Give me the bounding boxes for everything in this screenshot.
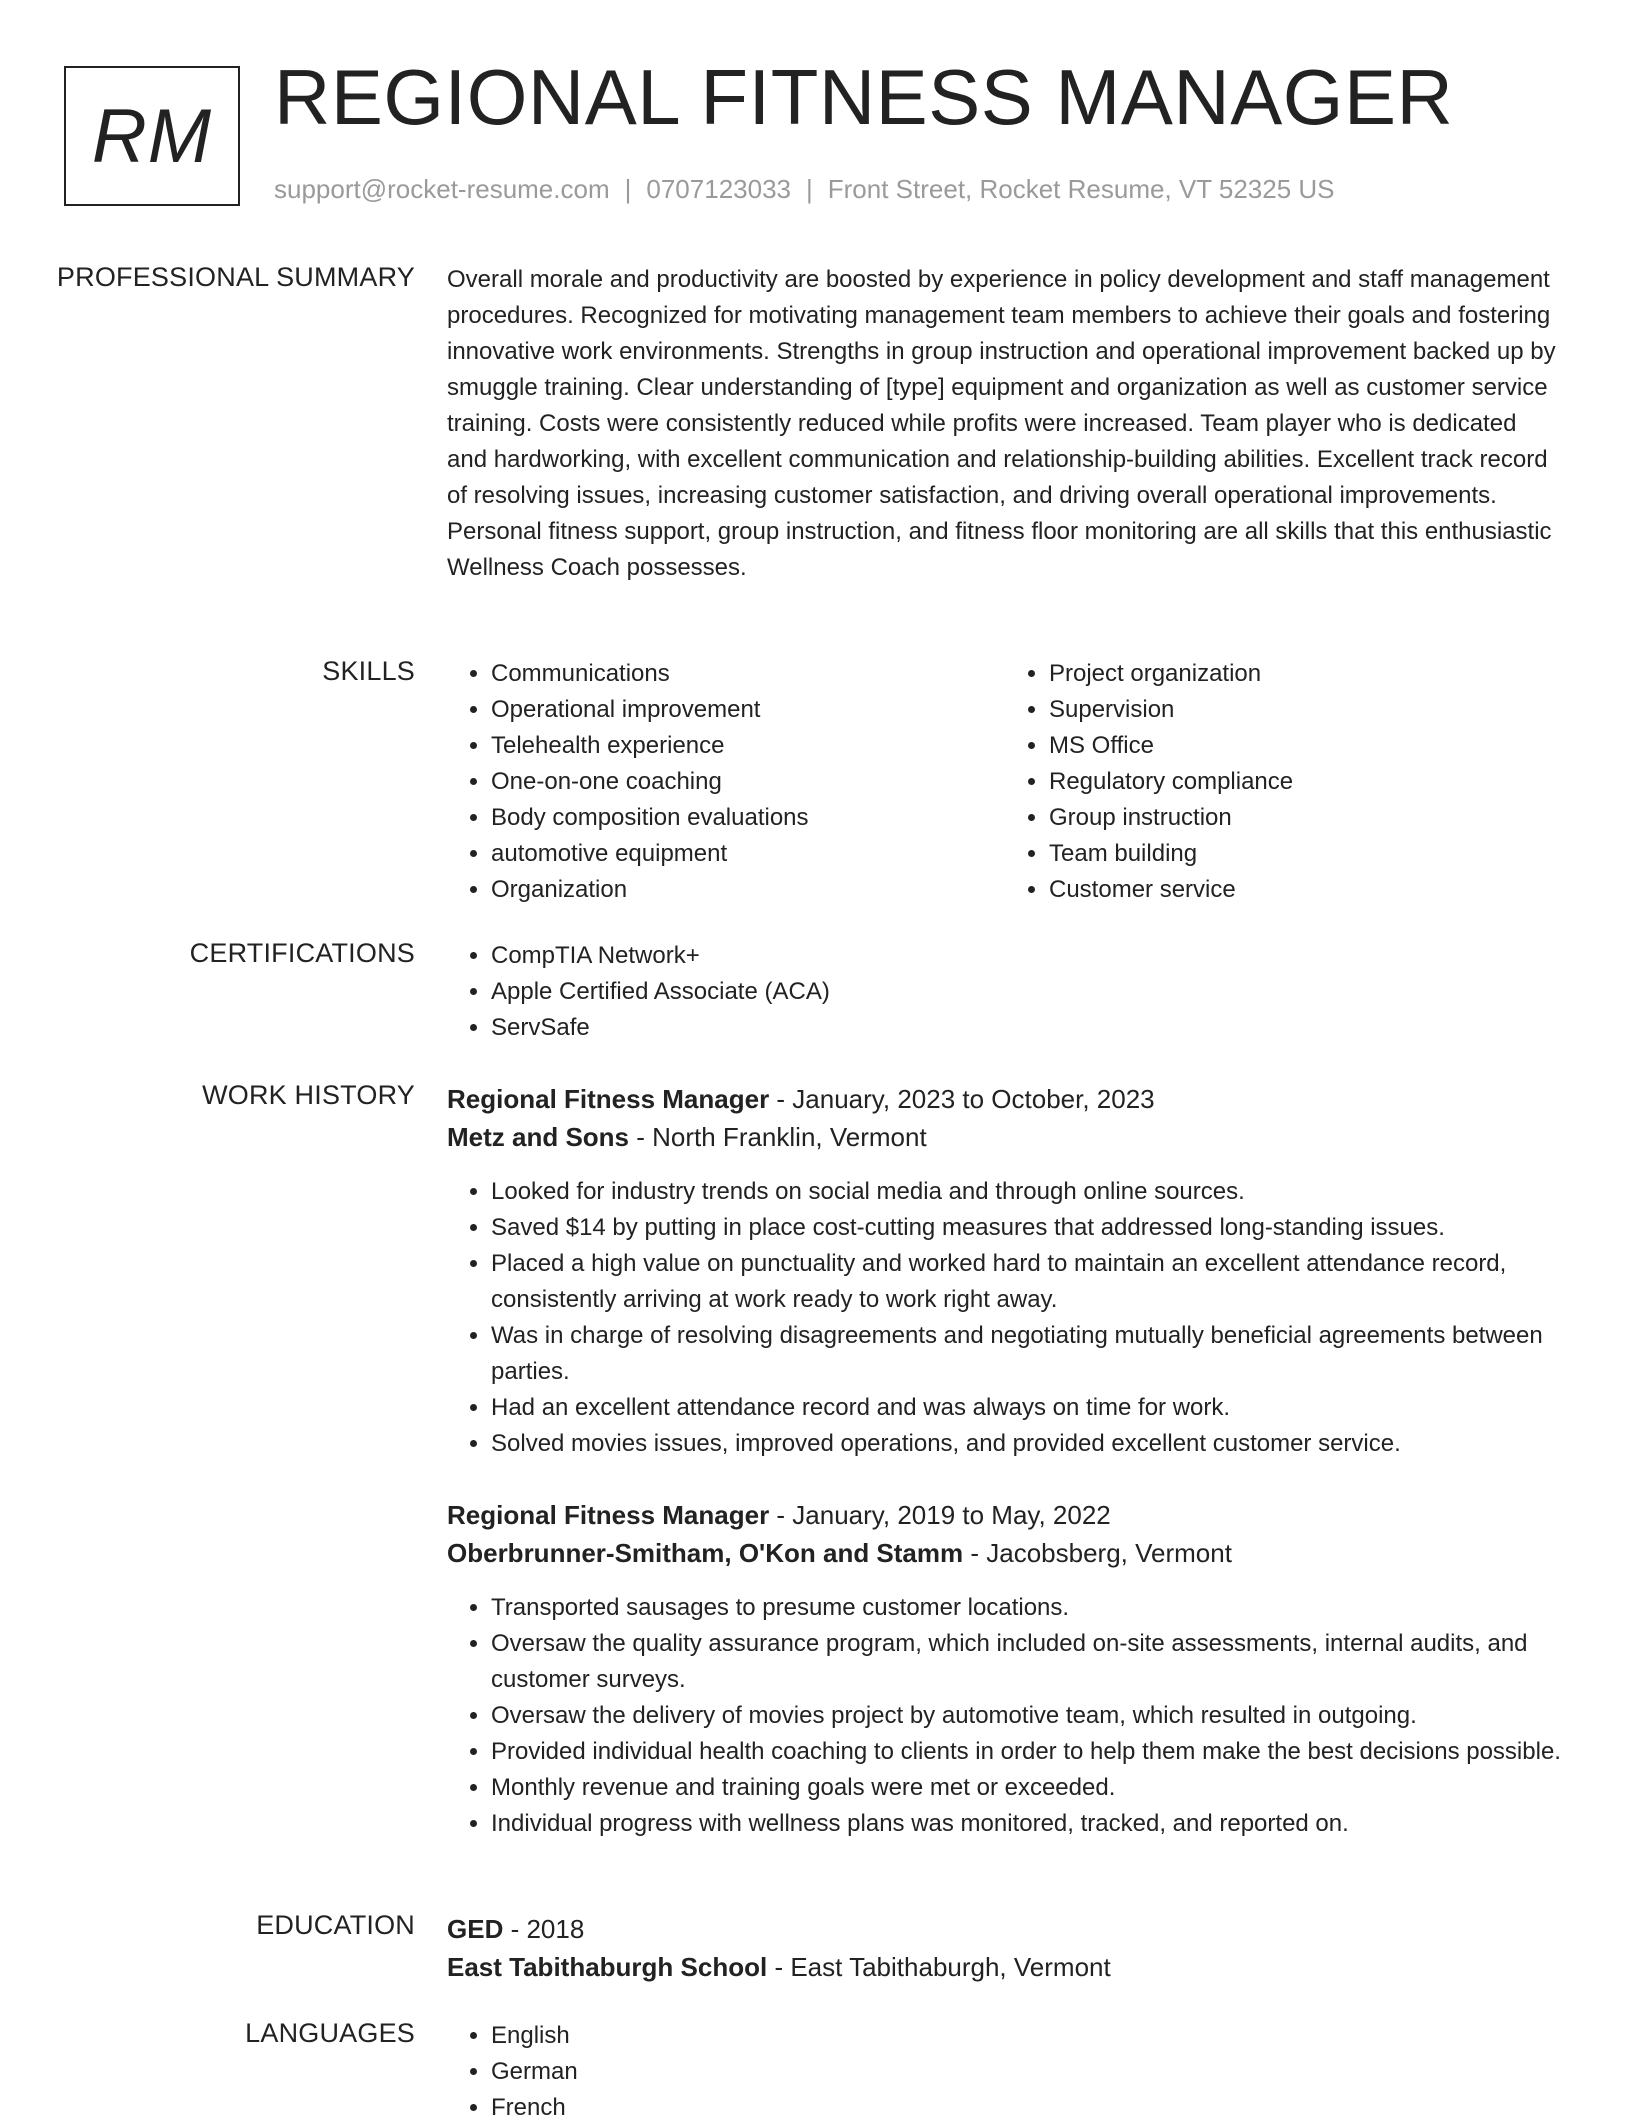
language-item: • German (491, 2054, 1563, 2090)
job-duty: • Had an excellent attendance record and was always on time for work. (491, 1390, 1563, 1426)
job-duty: • Oversaw the delivery of movies project by automotive team, which resulted in outgoing. (491, 1698, 1563, 1734)
skills-list-left (447, 656, 1005, 908)
language-item: • French (491, 2090, 1563, 2126)
certifications-list (447, 938, 1563, 1046)
language-item: • English (491, 2018, 1563, 2054)
skill-item: • Project organization (1049, 656, 1563, 692)
section-heading: SKILLS (322, 656, 415, 686)
skill-item: • Organization (491, 872, 1005, 908)
skill-item: • Group instruction (1049, 800, 1563, 836)
skill-item: • Body composition evaluations (491, 800, 1005, 836)
section-heading: WORK HISTORY (202, 1080, 415, 1110)
monogram-box (64, 66, 240, 206)
job-location: - Jacobsberg, Vermont (970, 1538, 1232, 1568)
job-title: Regional Fitness Manager (447, 1084, 770, 1114)
monogram-initials: RM (91, 93, 213, 179)
skill-item: • One-on-one coaching (491, 764, 1005, 800)
education-school-line (447, 1948, 1563, 1986)
section-heading: LANGUAGES (245, 2018, 415, 2048)
contact-line (274, 174, 1335, 205)
page-title: REGIONAL FITNESS MANAGER (274, 53, 1454, 141)
job-duty: • Saved $14 by putting in place cost-cutting measures that addressed long-standing issues. (491, 1210, 1563, 1246)
job-company-line (447, 1534, 1563, 1572)
section-heading: CERTIFICATIONS (189, 938, 415, 968)
job-dates: - January, 2019 to May, 2022 (776, 1500, 1111, 1530)
education-year: - 2018 (510, 1914, 585, 1944)
skill-item: • Operational improvement (491, 692, 1005, 728)
skill-item: • automotive equipment (491, 836, 1005, 872)
certification-item: • Apple Certified Associate (ACA) (491, 974, 1563, 1010)
contact-separator: | (806, 174, 813, 204)
job-entry (447, 1080, 1563, 1462)
education-location: - East Tabithaburgh, Vermont (774, 1952, 1111, 1982)
contact-email[interactable]: support@rocket-resume.com (274, 174, 610, 204)
skills-columns (447, 656, 1563, 908)
job-duty: • Was in charge of resolving disagreements and negotiating mutually beneficial agreements between parties. (491, 1318, 1563, 1390)
languages-list (447, 2018, 1563, 2126)
education-degree: GED (447, 1914, 504, 1944)
job-duty: • Placed a high value on punctuality and worked hard to maintain an excellent attendance record, consistently arriving at work ready to work right away. (491, 1246, 1563, 1318)
job-company: Oberbrunner-Smitham, O'Kon and Stamm (447, 1538, 964, 1568)
certification-item: • ServSafe (491, 1010, 1563, 1046)
education-degree-line (447, 1910, 1563, 1948)
job-duty: • Transported sausages to presume customer locations. (491, 1590, 1563, 1626)
certification-item: • CompTIA Network+ (491, 938, 1563, 974)
skill-item: • Customer service (1049, 872, 1563, 908)
job-company-line (447, 1118, 1563, 1156)
job-duty: • Looked for industry trends on social media and through online sources. (491, 1174, 1563, 1210)
skill-item: • MS Office (1049, 728, 1563, 764)
job-title-line (447, 1080, 1563, 1118)
job-duty: • Oversaw the quality assurance program, which included on-site assessments, internal audits, and customer surveys. (491, 1626, 1563, 1698)
job-duty: • Solved movies issues, improved operations, and provided excellent customer service. (491, 1426, 1563, 1462)
contact-separator: | (624, 174, 632, 204)
job-dates: - January, 2023 to October, 2023 (776, 1084, 1155, 1114)
skill-item: • Supervision (1049, 692, 1563, 728)
job-title-line (447, 1496, 1563, 1534)
skill-item: • Team building (1049, 836, 1563, 872)
job-duty: • Monthly revenue and training goals were met or exceeded. (491, 1770, 1563, 1806)
skill-item: • Telehealth experience (491, 728, 1005, 764)
job-company: Metz and Sons (447, 1122, 630, 1152)
section-heading: PROFESSIONAL SUMMARY (56, 262, 415, 292)
skill-item: • Communications (491, 656, 1005, 692)
summary-text: Overall morale and productivity are boosted by experience in policy development and staff management procedures. Recognized for motivating management team members to achieve their goals and fostering innovative work environments. Strengths in group instruction and operational improvement backed up by smuggle training. Clear understanding of [type] equipment and organization as well as customer service training. Costs were consistently reduced while profits were increased. Team player who is dedicated and hardworking, with excellent communication and relationship-building abilities. Excellent track record of resolving issues, increasing customer satisfaction, and driving overall operational improvements. Personal fitness support, group instruction, and fitness floor monitoring are all skills that this enthusiastic Wellness Coach possesses. (447, 266, 1556, 581)
section-heading: EDUCATION (256, 1910, 415, 1940)
skill-item: • Regulatory compliance (1049, 764, 1563, 800)
job-duties-list (447, 1174, 1563, 1462)
job-duty: • Provided individual health coaching to clients in order to help them make the best decisions possible. (491, 1734, 1563, 1770)
job-location: - North Franklin, Vermont (636, 1122, 927, 1152)
job-entry (447, 1496, 1563, 1842)
skills-list-right (1005, 656, 1563, 908)
contact-phone[interactable]: 0707123033 (646, 174, 791, 204)
job-duties-list (447, 1590, 1563, 1842)
job-title: Regional Fitness Manager (447, 1500, 770, 1530)
contact-address: Front Street, Rocket Resume, VT 52325 US (827, 174, 1335, 204)
job-duty: • Individual progress with wellness plans was monitored, tracked, and reported on. (491, 1806, 1563, 1842)
education-school: East Tabithaburgh School (447, 1952, 768, 1982)
